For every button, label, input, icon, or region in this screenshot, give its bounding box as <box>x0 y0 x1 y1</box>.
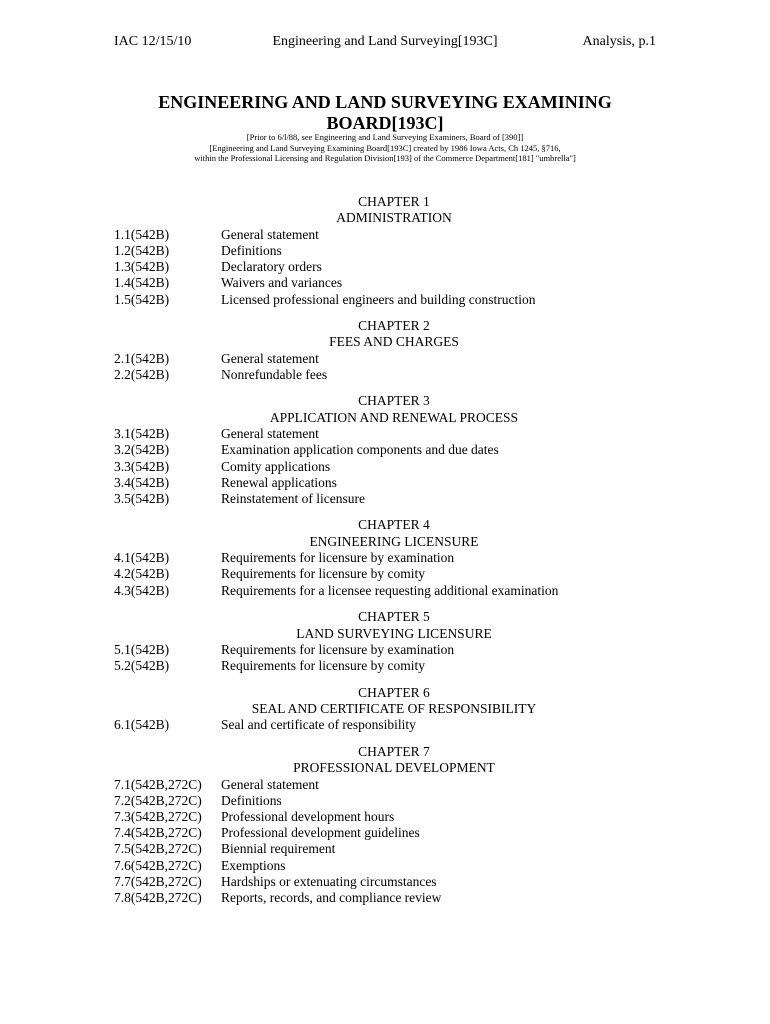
rule-title: Renewal applications <box>221 474 337 490</box>
rule-entry <box>114 550 674 566</box>
chapter-heading <box>114 685 674 718</box>
chapter-section <box>114 517 674 598</box>
rule-title: Examination application components and due dates <box>221 442 499 458</box>
history-note-line-3: within the Professional Licensing and Regulation Division[193] of the Commerce Department[181] "umbrella"] <box>194 153 576 163</box>
history-note-line-2: [Engineering and Land Surveying Examining Board[193C] created by 1986 Iowa Acts, Ch 1245, §716, <box>209 142 561 153</box>
rule-entry <box>114 777 674 793</box>
rule-entry <box>114 583 674 599</box>
rule-entry <box>114 259 674 275</box>
rule-title: General statement <box>221 776 319 792</box>
rule-number: 3.3(542B) <box>114 458 170 474</box>
rule-title: Requirements for licensure by comity <box>221 566 425 582</box>
chapter-heading <box>114 517 674 550</box>
chapter-heading <box>114 744 674 777</box>
rule-number: 4.2(542B) <box>114 566 170 582</box>
rule-entry <box>114 292 674 308</box>
rule-title: Requirements for licensure by examination <box>221 641 455 657</box>
chapter-section <box>114 393 674 507</box>
chapter-spacer <box>114 599 674 609</box>
rule-entry <box>114 874 674 890</box>
chapter-spacer <box>114 734 674 744</box>
chapter-spacer <box>114 308 674 318</box>
rule-title: Waivers and variances <box>221 275 343 291</box>
rule-title: General statement <box>221 426 319 442</box>
chapter-name: FEES AND CHARGES <box>329 334 459 350</box>
chapter-heading <box>114 609 674 642</box>
rule-entry <box>114 858 674 874</box>
chapter-number: CHAPTER 7 <box>358 743 430 759</box>
chapter-name: PROFESSIONAL DEVELOPMENT <box>293 760 495 776</box>
rule-title: Declaratory orders <box>221 259 322 275</box>
rule-entry <box>114 442 674 458</box>
chapter-section <box>114 194 674 308</box>
chapter-name: APPLICATION AND RENEWAL PROCESS <box>269 409 519 425</box>
rule-number: 5.1(542B) <box>114 641 170 657</box>
chapter-spacer <box>114 507 674 517</box>
rule-number: 3.1(542B) <box>114 426 170 442</box>
chapter-name: ENGINEERING LICENSURE <box>309 533 479 549</box>
rule-title: Requirements for licensure by examination <box>221 550 455 566</box>
rule-entry <box>114 658 674 674</box>
title-line-1: ENGINEERING AND LAND SURVEYING EXAMINING <box>158 92 612 112</box>
rule-number: 7.4(542B,272C) <box>114 825 202 841</box>
rule-entry <box>114 890 674 906</box>
rule-number: 7.7(542B,272C) <box>114 873 202 889</box>
chapter-section <box>114 744 674 906</box>
chapter-heading <box>114 194 674 227</box>
rule-number: 7.1(542B,272C) <box>114 776 202 792</box>
rule-number: 7.6(542B,272C) <box>114 857 202 873</box>
chapter-number: CHAPTER 5 <box>358 609 430 625</box>
rule-number: 7.2(542B,272C) <box>114 792 202 808</box>
table-of-contents <box>114 194 674 906</box>
title-line-2: BOARD[193C] <box>326 113 444 133</box>
rule-title: Nonrefundable fees <box>221 366 328 382</box>
rule-number: 3.2(542B) <box>114 442 170 458</box>
chapter-heading <box>114 393 674 426</box>
chapter-heading <box>114 318 674 351</box>
header-agency: Engineering and Land Surveying[193C] <box>272 34 498 49</box>
rule-title: Licensed professional engineers and building construction <box>221 291 536 307</box>
chapter-name: LAND SURVEYING LICENSURE <box>296 625 492 641</box>
rule-title: Reports, records, and compliance review <box>221 889 442 905</box>
chapter-section <box>114 318 674 383</box>
chapter-spacer <box>114 674 674 684</box>
rule-number: 1.1(542B) <box>114 226 170 242</box>
rule-number: 4.1(542B) <box>114 550 170 566</box>
rule-number: 2.2(542B) <box>114 366 170 382</box>
history-note-line-1: [Prior to 6/l/88, see Engineering and Land Surveying Examiners, Board of [390]] <box>246 132 524 142</box>
chapter-number: CHAPTER 3 <box>358 393 430 409</box>
rule-entry <box>114 793 674 809</box>
rule-entry <box>114 717 674 733</box>
rule-title: Requirements for a licensee requesting additional examination <box>221 582 559 598</box>
rule-entry <box>114 841 674 857</box>
document-title <box>100 92 670 134</box>
rule-title: Definitions <box>221 242 282 258</box>
chapter-number: CHAPTER 2 <box>358 318 430 334</box>
rule-entry <box>114 367 674 383</box>
rule-number: 7.8(542B,272C) <box>114 889 202 905</box>
header-code-date: IAC 12/15/10 <box>114 34 192 49</box>
rule-number: 1.4(542B) <box>114 275 170 291</box>
chapter-name: ADMINISTRATION <box>336 210 452 226</box>
rule-entry <box>114 491 674 507</box>
rule-title: Exemptions <box>221 857 286 873</box>
rule-number: 7.5(542B,272C) <box>114 841 202 857</box>
rule-title: General statement <box>221 226 319 242</box>
header-page-ref: Analysis, p.1 <box>582 34 656 49</box>
rule-entry <box>114 566 674 582</box>
rule-number: 6.1(542B) <box>114 717 170 733</box>
rule-entry <box>114 475 674 491</box>
rule-entry <box>114 642 674 658</box>
rule-entry <box>114 809 674 825</box>
chapter-section <box>114 609 674 674</box>
rule-title: Professional development guidelines <box>221 825 420 841</box>
rule-number: 5.2(542B) <box>114 658 170 674</box>
chapter-section <box>114 685 674 734</box>
rule-number: 3.4(542B) <box>114 474 170 490</box>
chapter-number: CHAPTER 6 <box>358 684 430 700</box>
rule-title: Definitions <box>221 792 282 808</box>
rule-title: Professional development hours <box>221 809 395 824</box>
rule-number: 2.1(542B) <box>114 350 170 366</box>
rule-title: Reinstatement of licensure <box>221 491 365 506</box>
rule-entry <box>114 426 674 442</box>
rule-number: 4.3(542B) <box>114 582 170 598</box>
rule-entry <box>114 459 674 475</box>
rule-entry <box>114 351 674 367</box>
history-note <box>100 132 670 164</box>
rule-title: Hardships or extenuating circumstances <box>221 873 437 889</box>
rule-entry <box>114 275 674 291</box>
chapter-name: SEAL AND CERTIFICATE OF RESPONSIBILITY <box>251 700 537 716</box>
rule-number: 1.3(542B) <box>114 259 170 275</box>
rule-title: Requirements for licensure by comity <box>221 658 425 674</box>
chapter-number: CHAPTER 1 <box>358 194 430 209</box>
rule-number: 3.5(542B) <box>114 491 170 506</box>
page-header <box>114 34 656 52</box>
rule-number: 1.2(542B) <box>114 242 170 258</box>
rule-title: Biennial requirement <box>221 841 336 857</box>
rule-number: 1.5(542B) <box>114 291 170 307</box>
chapter-number: CHAPTER 4 <box>358 517 430 533</box>
chapter-spacer <box>114 383 674 393</box>
rule-entry <box>114 243 674 259</box>
rule-entry <box>114 825 674 841</box>
rule-number: 7.3(542B,272C) <box>114 809 202 824</box>
rule-title: Seal and certificate of responsibility <box>221 717 416 733</box>
rule-title: General statement <box>221 350 319 366</box>
rule-entry <box>114 227 674 243</box>
rule-title: Comity applications <box>221 458 331 474</box>
